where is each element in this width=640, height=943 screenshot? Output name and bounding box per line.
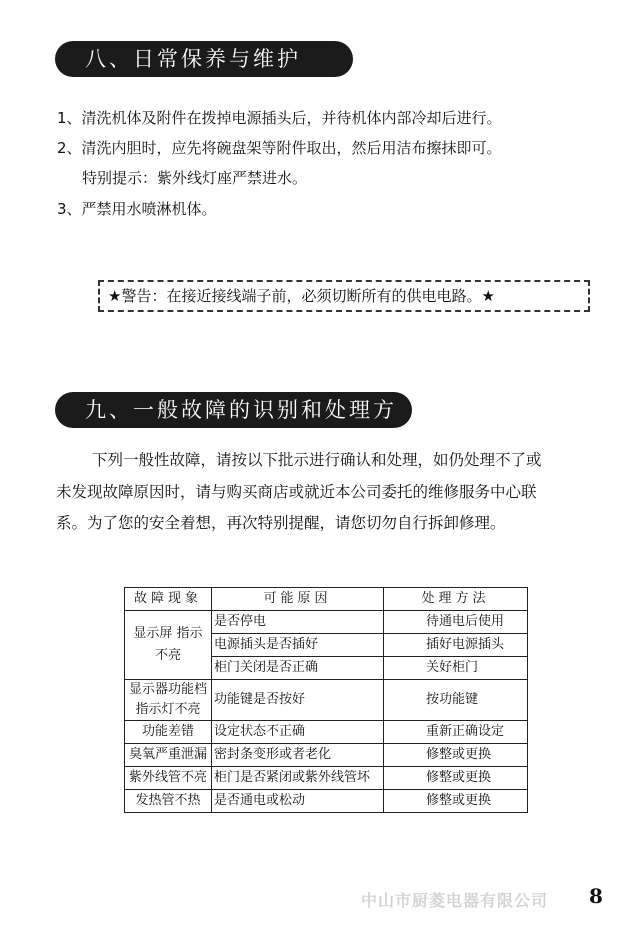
symptom-cell: 功能差错 (125, 721, 212, 744)
table-header-row (125, 588, 528, 611)
fix-cell: 重新正确设定 (384, 721, 528, 744)
intro-line-1: 下列一般性故障，请按以下批示进行确认和处理，如仍处理不了或 (92, 451, 542, 469)
symptom-cell: 发热管不热 (125, 790, 212, 813)
header-cause: 可能原因 (212, 588, 384, 611)
cause-cell: 是否通电或松动 (212, 790, 384, 813)
fix-cell: 按功能键 (384, 680, 528, 721)
section-9-title: 九、一般故障的识别和处理方法 (55, 392, 412, 428)
fault-table (124, 587, 528, 813)
cause-cell: 密封条变形或者老化 (212, 744, 384, 767)
symptom-cell: 显示器功能档 指示灯不亮 (125, 680, 212, 721)
header-fix: 处理方法 (384, 588, 528, 611)
table-row (125, 767, 528, 790)
maintenance-item-2: 2、清洗内胆时，应先将碗盘架等附件取出，然后用洁布擦抹即可。 (57, 139, 502, 157)
cause-cell: 柜门是否紧闭或紫外线管坏 (212, 767, 384, 790)
header-symptom: 故障现象 (125, 588, 212, 611)
cause-cell: 是否停电 (212, 611, 384, 634)
fix-cell: 插好电源插头 (384, 634, 528, 657)
cause-cell: 功能键是否按好 (212, 680, 384, 721)
warning-box: ★警告：在接近接线端子前，必须切断所有的供电电路。★ (98, 280, 590, 312)
symptom-cell: 紫外线管不亮 (125, 767, 212, 790)
table-row (125, 721, 528, 744)
fix-cell: 修整或更换 (384, 744, 528, 767)
symptom-cell: 臭氧严重泄漏 (125, 744, 212, 767)
fix-cell: 修整或更换 (384, 767, 528, 790)
cause-cell: 设定状态不正确 (212, 721, 384, 744)
table-row (125, 790, 528, 813)
fault-table-body (125, 611, 528, 813)
fix-cell: 待通电后使用 (384, 611, 528, 634)
table-row (125, 680, 528, 721)
table-row (125, 611, 528, 634)
cause-cell: 电源插头是否插好 (212, 634, 384, 657)
maintenance-special-note: 特别提示：紫外线灯座严禁进水。 (82, 169, 308, 187)
section-8-title: 八、日常保养与维护 (55, 41, 353, 77)
maintenance-item-1: 1、清洗机体及附件在拨掉电源插头后，并待机体内部冷却后进行。 (57, 109, 502, 127)
intro-line-2: 未发现故障原因时，请与购买商店或就近本公司委托的维修服务中心联 (56, 483, 537, 501)
table-row (125, 744, 528, 767)
footer-company: 中山市厨菱电器有限公司 (361, 891, 549, 910)
cause-cell: 柜门关闭是否正确 (212, 657, 384, 680)
fix-cell: 修整或更换 (384, 790, 528, 813)
symptom-cell: 显示屏 指示不亮 (125, 611, 212, 680)
fix-cell: 关好柜门 (384, 657, 528, 680)
maintenance-item-3: 3、严禁用水喷淋机体。 (57, 200, 217, 218)
page-number: 8 (589, 884, 603, 908)
intro-line-3: 系。为了您的安全着想，再次特别提醒，请您切勿自行拆卸修理。 (56, 514, 506, 532)
